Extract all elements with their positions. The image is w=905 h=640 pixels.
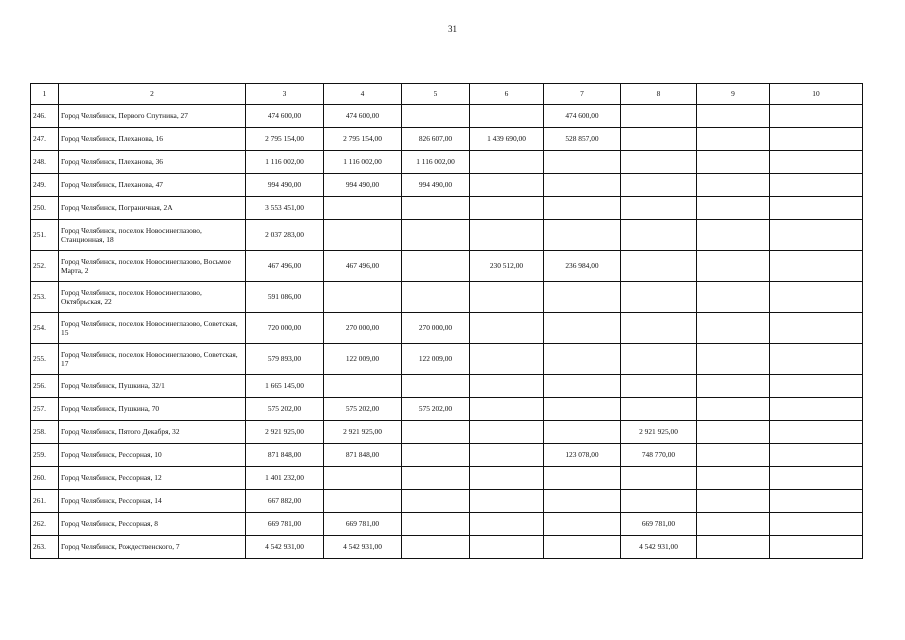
address-cell: Город Челябинск, поселок Новосинеглазово, Восьмое Марта, 2 (59, 251, 246, 282)
col9-value (697, 151, 770, 174)
col7-value (544, 174, 621, 197)
col4-value: 2 795 154,00 (324, 128, 402, 151)
col6-value (470, 467, 544, 490)
col4-value (324, 490, 402, 513)
col10-value (770, 344, 863, 375)
col10-value (770, 282, 863, 313)
col10-value (770, 313, 863, 344)
col7-value: 123 078,00 (544, 444, 621, 467)
col10-value (770, 398, 863, 421)
table-row (31, 536, 863, 559)
col8-value: 748 770,00 (621, 444, 697, 467)
col10-value (770, 105, 863, 128)
col10-value (770, 197, 863, 220)
col4-value: 270 000,00 (324, 313, 402, 344)
table-row (31, 220, 863, 251)
col9-value (697, 536, 770, 559)
col7-value (544, 282, 621, 313)
col4-value (324, 197, 402, 220)
col3-value: 579 893,00 (246, 344, 324, 375)
col9-value (697, 344, 770, 375)
col8-value (621, 174, 697, 197)
table-row (31, 444, 863, 467)
col5-value (402, 444, 470, 467)
table-row (31, 197, 863, 220)
row-number: 262. (31, 513, 59, 536)
col7-value (544, 398, 621, 421)
col3-value: 4 542 931,00 (246, 536, 324, 559)
header-col-4: 4 (324, 84, 402, 105)
col3-value: 1 116 002,00 (246, 151, 324, 174)
address-cell: Город Челябинск, Плеханова, 36 (59, 151, 246, 174)
col4-value: 1 116 002,00 (324, 151, 402, 174)
col6-value (470, 375, 544, 398)
col4-value: 994 490,00 (324, 174, 402, 197)
col7-value (544, 536, 621, 559)
col9-value (697, 251, 770, 282)
col6-value (470, 344, 544, 375)
table-row (31, 375, 863, 398)
row-number: 261. (31, 490, 59, 513)
col3-value: 467 496,00 (246, 251, 324, 282)
col6-value (470, 513, 544, 536)
table-row (31, 490, 863, 513)
col4-value (324, 467, 402, 490)
col10-value (770, 151, 863, 174)
address-cell: Город Челябинск, Пограничная, 2А (59, 197, 246, 220)
col10-value (770, 444, 863, 467)
col6-value (470, 444, 544, 467)
col7-value (544, 467, 621, 490)
address-cell: Город Челябинск, Рессорная, 14 (59, 490, 246, 513)
col3-value: 2 037 283,00 (246, 220, 324, 251)
col6-value (470, 197, 544, 220)
col4-value: 575 202,00 (324, 398, 402, 421)
table-row (31, 344, 863, 375)
col9-value (697, 105, 770, 128)
col6-value (470, 398, 544, 421)
table-row (31, 105, 863, 128)
row-number: 255. (31, 344, 59, 375)
row-number: 253. (31, 282, 59, 313)
row-number: 257. (31, 398, 59, 421)
col5-value: 826 607,00 (402, 128, 470, 151)
col4-value: 122 009,00 (324, 344, 402, 375)
col5-value (402, 251, 470, 282)
row-number: 260. (31, 467, 59, 490)
address-cell: Город Челябинск, Рессорная, 8 (59, 513, 246, 536)
col10-value (770, 251, 863, 282)
address-cell: Город Челябинск, поселок Новосинеглазово, Советская, 15 (59, 313, 246, 344)
address-cell: Город Челябинск, Плеханова, 16 (59, 128, 246, 151)
col7-value (544, 344, 621, 375)
address-cell: Город Челябинск, поселок Новосинеглазово, Станционная, 18 (59, 220, 246, 251)
col8-value (621, 313, 697, 344)
col7-value (544, 197, 621, 220)
col9-value (697, 313, 770, 344)
col5-value (402, 220, 470, 251)
col9-value (697, 490, 770, 513)
col5-value: 1 116 002,00 (402, 151, 470, 174)
table-row (31, 282, 863, 313)
header-col-5: 5 (402, 84, 470, 105)
header-col-6: 6 (470, 84, 544, 105)
col7-value (544, 421, 621, 444)
col4-value: 467 496,00 (324, 251, 402, 282)
col5-value: 575 202,00 (402, 398, 470, 421)
col4-value (324, 375, 402, 398)
col6-value (470, 536, 544, 559)
col5-value (402, 421, 470, 444)
col10-value (770, 220, 863, 251)
col3-value: 1 665 145,00 (246, 375, 324, 398)
header-col-10: 10 (770, 84, 863, 105)
col5-value (402, 282, 470, 313)
col4-value: 2 921 925,00 (324, 421, 402, 444)
col5-value (402, 375, 470, 398)
col4-value: 474 600,00 (324, 105, 402, 128)
col9-value (697, 375, 770, 398)
col8-value (621, 467, 697, 490)
col10-value (770, 128, 863, 151)
col9-value (697, 174, 770, 197)
col8-value (621, 128, 697, 151)
page-number: 31 (448, 24, 457, 34)
col9-value (697, 398, 770, 421)
col8-value (621, 151, 697, 174)
col3-value: 994 490,00 (246, 174, 324, 197)
address-cell: Город Челябинск, Пятого Декабря, 32 (59, 421, 246, 444)
col5-value: 122 009,00 (402, 344, 470, 375)
col6-value (470, 220, 544, 251)
row-number: 259. (31, 444, 59, 467)
col9-value (697, 282, 770, 313)
col5-value (402, 197, 470, 220)
col5-value (402, 536, 470, 559)
col8-value (621, 344, 697, 375)
col3-value: 720 000,00 (246, 313, 324, 344)
col6-value: 1 439 690,00 (470, 128, 544, 151)
col3-value: 2 921 925,00 (246, 421, 324, 444)
col3-value: 2 795 154,00 (246, 128, 324, 151)
table-row (31, 313, 863, 344)
row-number: 250. (31, 197, 59, 220)
col10-value (770, 375, 863, 398)
row-number: 248. (31, 151, 59, 174)
row-number: 252. (31, 251, 59, 282)
row-number: 258. (31, 421, 59, 444)
address-cell: Город Челябинск, Пушкина, 70 (59, 398, 246, 421)
table-row (31, 251, 863, 282)
table-body (31, 105, 863, 559)
col5-value (402, 513, 470, 536)
col6-value (470, 313, 544, 344)
col8-value (621, 398, 697, 421)
col7-value (544, 490, 621, 513)
address-cell: Город Челябинск, Пушкина, 32/1 (59, 375, 246, 398)
row-number: 251. (31, 220, 59, 251)
col5-value: 270 000,00 (402, 313, 470, 344)
table-row (31, 398, 863, 421)
table-row (31, 151, 863, 174)
col9-value (697, 128, 770, 151)
col8-value (621, 105, 697, 128)
col8-value: 2 921 925,00 (621, 421, 697, 444)
col4-value: 4 542 931,00 (324, 536, 402, 559)
col9-value (697, 467, 770, 490)
row-number: 256. (31, 375, 59, 398)
address-cell: Город Челябинск, поселок Новосинеглазово, Октябрьская, 22 (59, 282, 246, 313)
col8-value (621, 197, 697, 220)
address-cell: Город Челябинск, Рождественского, 7 (59, 536, 246, 559)
col6-value (470, 490, 544, 513)
col9-value (697, 444, 770, 467)
row-number: 247. (31, 128, 59, 151)
col7-value: 474 600,00 (544, 105, 621, 128)
col3-value: 474 600,00 (246, 105, 324, 128)
col6-value (470, 282, 544, 313)
col7-value (544, 375, 621, 398)
address-cell: Город Челябинск, Рессорная, 12 (59, 467, 246, 490)
col6-value (470, 151, 544, 174)
col8-value (621, 251, 697, 282)
col10-value (770, 467, 863, 490)
header-col-3: 3 (246, 84, 324, 105)
col6-value (470, 421, 544, 444)
col10-value (770, 421, 863, 444)
row-number: 246. (31, 105, 59, 128)
header-col-8: 8 (621, 84, 697, 105)
table-header-row (31, 84, 863, 105)
table-row (31, 513, 863, 536)
address-cell: Город Челябинск, Рессорная, 10 (59, 444, 246, 467)
col6-value: 230 512,00 (470, 251, 544, 282)
col10-value (770, 490, 863, 513)
col9-value (697, 421, 770, 444)
header-col-1: 1 (31, 84, 59, 105)
col10-value (770, 513, 863, 536)
address-cell: Город Челябинск, поселок Новосинеглазово, Советская, 17 (59, 344, 246, 375)
col3-value: 575 202,00 (246, 398, 324, 421)
col4-value (324, 282, 402, 313)
col5-value (402, 467, 470, 490)
header-col-9: 9 (697, 84, 770, 105)
col5-value (402, 105, 470, 128)
table-row (31, 128, 863, 151)
table-row (31, 421, 863, 444)
table-row (31, 467, 863, 490)
col7-value: 236 984,00 (544, 251, 621, 282)
col9-value (697, 197, 770, 220)
col3-value: 591 086,00 (246, 282, 324, 313)
address-cell: Город Челябинск, Плеханова, 47 (59, 174, 246, 197)
col3-value: 3 553 451,00 (246, 197, 324, 220)
col10-value (770, 536, 863, 559)
col8-value: 4 542 931,00 (621, 536, 697, 559)
row-number: 254. (31, 313, 59, 344)
col3-value: 669 781,00 (246, 513, 324, 536)
col7-value (544, 313, 621, 344)
col5-value (402, 490, 470, 513)
col8-value (621, 282, 697, 313)
col6-value (470, 174, 544, 197)
col3-value: 871 848,00 (246, 444, 324, 467)
col7-value (544, 151, 621, 174)
col7-value (544, 220, 621, 251)
row-number: 249. (31, 174, 59, 197)
col8-value (621, 375, 697, 398)
col4-value (324, 220, 402, 251)
row-number: 263. (31, 536, 59, 559)
col7-value (544, 513, 621, 536)
col8-value (621, 490, 697, 513)
col10-value (770, 174, 863, 197)
col8-value: 669 781,00 (621, 513, 697, 536)
repair-budget-table (30, 83, 863, 559)
col3-value: 667 882,00 (246, 490, 324, 513)
col5-value: 994 490,00 (402, 174, 470, 197)
table-row (31, 174, 863, 197)
header-col-2: 2 (59, 84, 246, 105)
col4-value: 669 781,00 (324, 513, 402, 536)
col6-value (470, 105, 544, 128)
col4-value: 871 848,00 (324, 444, 402, 467)
header-col-7: 7 (544, 84, 621, 105)
col9-value (697, 220, 770, 251)
col9-value (697, 513, 770, 536)
col8-value (621, 220, 697, 251)
col3-value: 1 401 232,00 (246, 467, 324, 490)
col7-value: 528 857,00 (544, 128, 621, 151)
address-cell: Город Челябинск, Первого Спутника, 27 (59, 105, 246, 128)
